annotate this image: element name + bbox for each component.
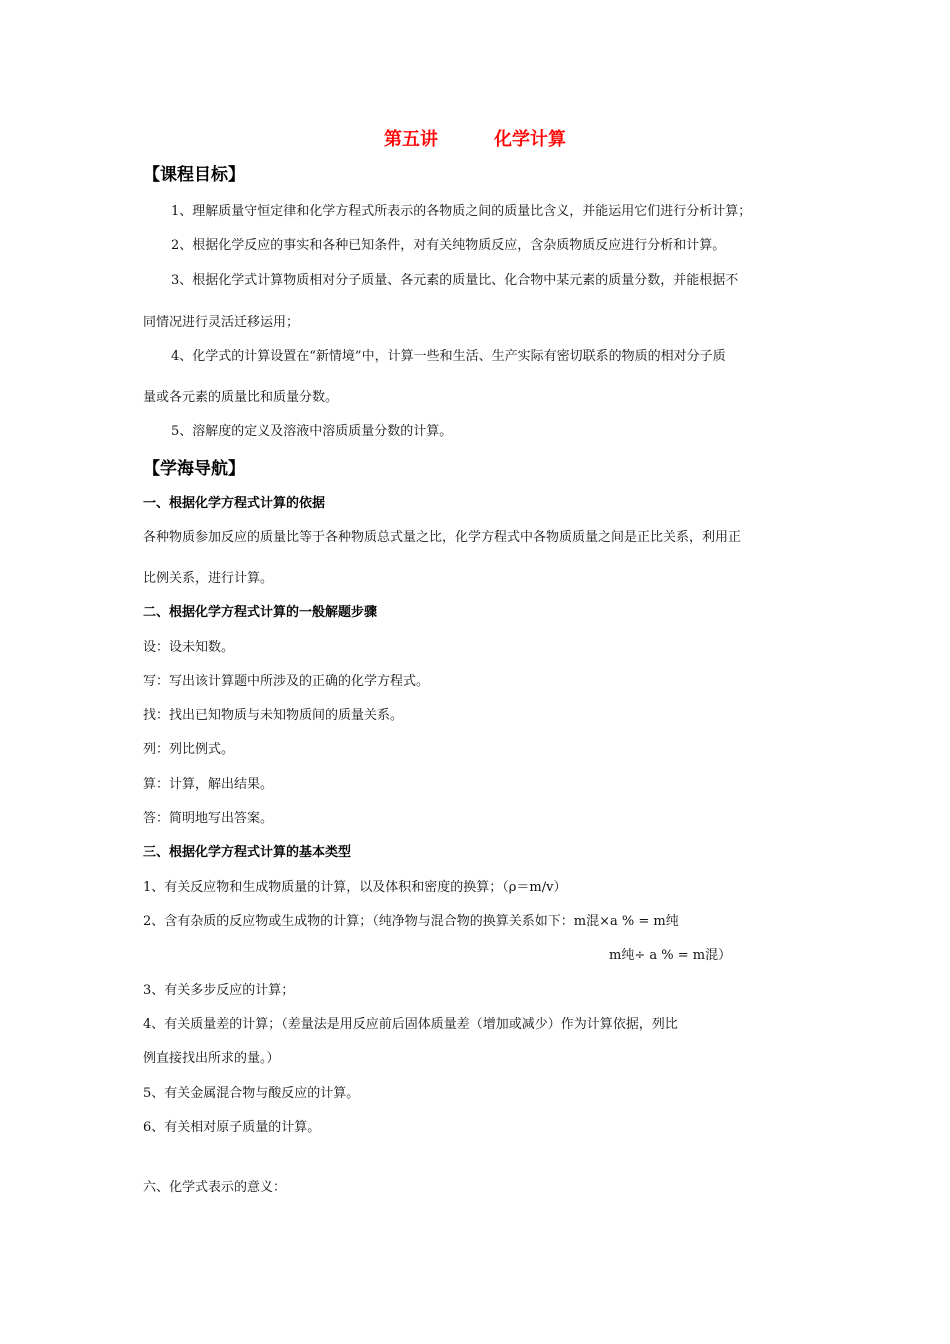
section-1-text: 比例关系，进行计算。: [143, 571, 274, 586]
section-6-title: 六、化学式表示的意义：: [143, 1180, 287, 1195]
lecture-number: 第五讲: [384, 129, 438, 150]
objective-item: 2、根据化学反应的事实和各种已知条件，对有关纯物质反应，含杂质物质反应进行分析和计算。: [171, 238, 726, 253]
type-item-formula: m纯÷ a % = m混）: [609, 948, 732, 963]
page-title: [0, 125, 950, 151]
lecture-topic: 化学计算: [494, 129, 566, 150]
objective-item: 4、化学式的计算设置在“新情境”中，计算一些和生活、生产实际有密切联系的物质的相对分子质: [171, 349, 726, 364]
step-item: 找：找出已知物质与未知物质间的质量关系。: [143, 708, 404, 723]
step-item: 写：写出该计算题中所涉及的正确的化学方程式。: [143, 674, 430, 689]
step-item: 算：计算，解出结果。: [143, 777, 274, 792]
section-2-title: 二、根据化学方程式计算的一般解题步骤: [143, 605, 378, 620]
objective-item-continued: 量或各元素的质量比和质量分数。: [143, 390, 339, 405]
section-3-title: 三、根据化学方程式计算的基本类型: [143, 845, 352, 860]
objective-item: 1、理解质量守恒定律和化学方程式所表示的各物质之间的质量比含义，并能运用它们进行分析计算；: [171, 204, 752, 219]
guide-heading: 【学海导航】: [143, 459, 245, 479]
objectives-heading: 【课程目标】: [143, 165, 245, 185]
section-1-text: 各种物质参加反应的质量比等于各种物质总式量之比，化学方程式中各物质质量之间是正比关系，利用正: [143, 530, 742, 545]
objective-item-continued: 同情况进行灵活迁移运用；: [143, 315, 300, 330]
objective-item: 3、根据化学式计算物质相对分子质量、各元素的质量比、化合物中某元素的质量分数，并能根据不: [171, 273, 739, 288]
section-1-title: 一、根据化学方程式计算的依据: [143, 496, 326, 511]
type-item: 6、有关相对原子质量的计算。: [143, 1120, 321, 1135]
type-item-continued: 例直接找出所求的量。）: [143, 1051, 280, 1066]
step-item: 列：列比例式。: [143, 742, 235, 757]
objective-item: 5、溶解度的定义及溶液中溶质质量分数的计算。: [171, 424, 453, 439]
type-item: 2、含有杂质的反应物或生成物的计算；（纯净物与混合物的换算关系如下：m混×a % = m纯: [143, 914, 679, 929]
type-item: 3、有关多步反应的计算；: [143, 983, 295, 998]
type-item: 5、有关金属混合物与酸反应的计算。: [143, 1086, 360, 1101]
type-item: 1、有关反应物和生成物质量的计算，以及体积和密度的换算；（ρ＝m/v）: [143, 880, 567, 895]
step-item: 答：简明地写出答案。: [143, 811, 274, 826]
step-item: 设：设未知数。: [143, 640, 235, 655]
type-item: 4、有关质量差的计算；（差量法是用反应前后固体质量差（增加或减少）作为计算依据，列比: [143, 1017, 678, 1032]
